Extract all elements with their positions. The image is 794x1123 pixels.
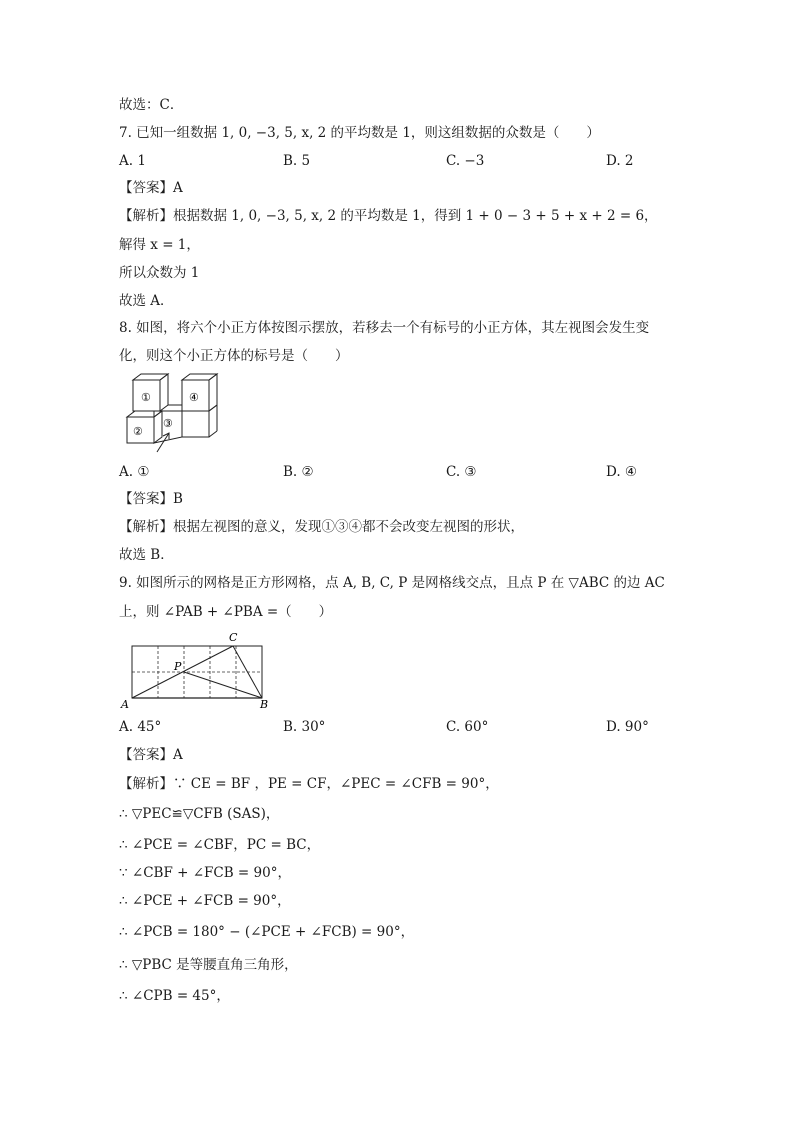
text-line: ∴ ▽PBC 是等腰直角三角形， [119,957,298,973]
q8-option-c: C. ③ [446,464,477,480]
q8-option-a: A. ① [119,464,150,480]
q7-option-c: C. −3 [446,153,485,169]
text-line: ∴ ▽PEC≌▽CFB (SAS)， [119,806,280,822]
cube-label-1: ① [141,391,151,404]
text-line: ∴ ∠CPB = 45°， [119,988,230,1004]
analysis-7: 【解析】根据数据 1, 0, −3, 5, x, 2 的平均数是 1，得到 1 + 0 − 3 + 5 + x + 2 = 6， [119,208,658,224]
answer-7: 【答案】A [119,180,183,196]
point-c: C [229,631,238,644]
question-8-cont: 化，则这个小正方体的标号是（ ） [119,348,349,364]
question-7: 7. 已知一组数据 1, 0, −3, 5, x, 2 的平均数是 1，则这组数据的众数是（ ） [119,125,600,141]
cube-label-2: ② [133,425,143,438]
q7-option-d: D. 2 [606,153,634,169]
cube-label-3: ③ [163,417,173,430]
answer-9: 【答案】A [119,747,183,763]
text-line: 解得 x = 1， [119,237,200,253]
text-line: 所以众数为 1 [119,265,200,281]
analysis-8: 【解析】根据左视图的意义，发现①③④都不会改变左视图的形状， [119,519,524,535]
text-line: 故选 B． [119,547,174,563]
question-9-cont: 上，则 ∠PAB + ∠PBA =（ ） [119,604,333,620]
question-9: 9. 如图所示的网格是正方形网格，点 A, B, C, P 是网格线交点，且点 P 在 ▽ABC 的边 AC [119,575,665,591]
answer-8: 【答案】B [119,491,183,507]
q9-option-c: C. 60° [446,719,489,735]
q7-option-a: A. 1 [119,153,146,169]
cube-label-4: ④ [189,391,199,404]
text-line: ∴ ∠PCE = ∠CBF，PC = BC， [119,837,321,853]
text-line: ∵ ∠CBF + ∠FCB = 90°， [119,865,291,881]
q9-option-a: A. 45° [119,719,162,735]
question-8: 8. 如图，将六个小正方体按图示摆放，若移去一个有标号的小正方体，其左视图会发生变 [119,320,650,336]
q7-option-b: B. 5 [283,153,311,169]
q8-option-d: D. ④ [606,464,638,480]
grid-figure [119,630,279,712]
text-line: 故选 A． [119,293,174,309]
point-a: A [121,698,129,711]
cubes-figure [119,370,229,454]
text-line: ∴ ∠PCB = 180° − (∠PCE + ∠FCB) = 90°， [119,924,415,940]
text-line: ∴ ∠PCE + ∠FCB = 90°， [119,893,291,909]
q9-option-d: D. 90° [606,719,649,735]
point-p: P [174,660,182,673]
analysis-9: 【解析】∵ CE = BF ，PE = CF，∠PEC = ∠CFB = 90°， [119,776,499,792]
text-line: 故选：C． [119,97,184,113]
q8-option-b: B. ② [283,464,314,480]
q9-option-b: B. 30° [283,719,326,735]
point-b: B [260,698,269,711]
